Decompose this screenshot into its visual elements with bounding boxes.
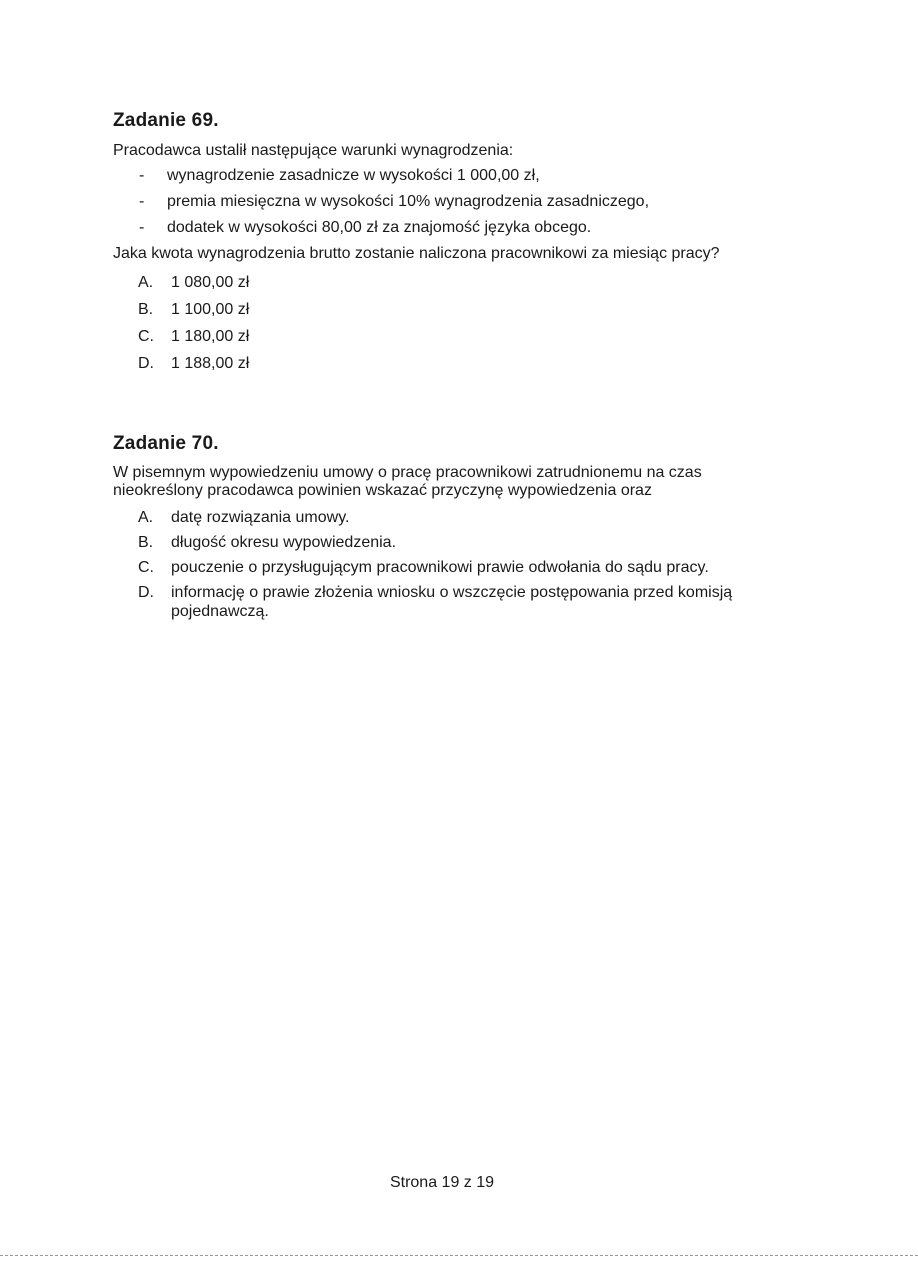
answer-letter: C. [138, 559, 154, 576]
task-title: Zadanie 70. [113, 433, 219, 454]
answer-text: 1 100,00 zł [171, 301, 250, 318]
answer-letter: D. [138, 355, 154, 372]
answer-option-a [113, 508, 793, 527]
dash-bullet: - [139, 219, 145, 236]
answer-option-d [113, 354, 793, 373]
answer-text: informację o prawie złożenia wniosku o wszczęcie postępowania przed komisją pojednawczą. [171, 584, 733, 620]
task-question: W pisemnym wypowiedzeniu umowy o pracę pracownikowi zatrudnionemu na czas nieokreślony pracodawca powinien wskazać przyczynę wypowiedzenia oraz [113, 464, 702, 499]
scan-edge-line [0, 1255, 918, 1256]
condition-text: wynagrodzenie zasadnicze w wysokości 1 000,00 zł, [167, 167, 540, 184]
condition-item [113, 192, 793, 211]
answer-letter: B. [138, 301, 154, 318]
condition-item [113, 166, 793, 185]
answer-option-c [113, 558, 793, 577]
task-70 [113, 433, 793, 627]
answer-option-a [113, 273, 793, 292]
condition-text: dodatek w wysokości 80,00 zł za znajomość języka obcego. [167, 219, 592, 236]
answer-letter: A. [138, 274, 154, 291]
task-69 [113, 110, 793, 381]
condition-text: premia miesięczna w wysokości 10% wynagrodzenia zasadniczego, [167, 193, 650, 210]
dash-bullet: - [139, 193, 145, 210]
task-intro: Pracodawca ustalił następujące warunki wynagrodzenia: [113, 142, 514, 159]
answer-option-c [113, 327, 793, 346]
answer-text: datę rozwiązania umowy. [171, 509, 350, 526]
answer-text: pouczenie o przysługującym pracownikowi prawie odwołania do sądu pracy. [171, 559, 709, 576]
answer-letter: D. [138, 584, 154, 601]
answer-option-b [113, 300, 793, 319]
condition-item [113, 218, 793, 237]
answer-letter: B. [138, 534, 154, 551]
answer-text: długość okresu wypowiedzenia. [171, 534, 397, 551]
answer-options [113, 273, 793, 373]
answer-letter: C. [138, 328, 154, 345]
task-title: Zadanie 69. [113, 110, 219, 131]
answer-option-d [113, 583, 793, 621]
dash-bullet: - [139, 167, 145, 184]
answer-text: 1 180,00 zł [171, 328, 250, 345]
answer-options [113, 508, 793, 621]
answer-letter: A. [138, 509, 154, 526]
answer-option-b [113, 533, 793, 552]
task-question: Jaka kwota wynagrodzenia brutto zostanie naliczona pracownikowi za miesiąc pracy? [113, 245, 720, 262]
page-number: Strona 19 z 19 [389, 1174, 495, 1191]
answer-text: 1 188,00 zł [171, 355, 250, 372]
answer-text: 1 080,00 zł [171, 274, 250, 291]
conditions-list [113, 166, 793, 237]
